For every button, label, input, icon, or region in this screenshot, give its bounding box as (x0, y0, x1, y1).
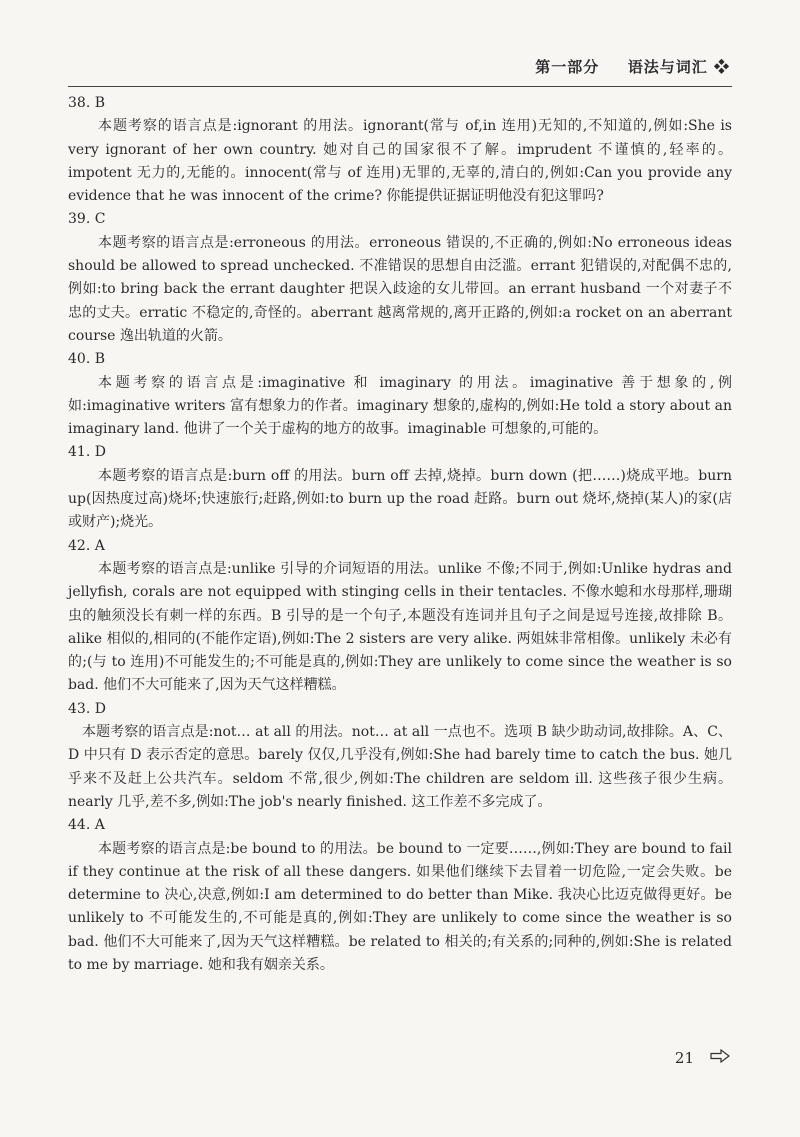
item-44 (68, 814, 732, 977)
explanation-text: 本题考察的语言点是:burn off 的用法。burn off 去掉,烧掉。burn down (把……)烧成平地。burn up(因热度过高)烧坏;快速旅行;赶路,例如:to burn up the road 赶路。burn out 烧坏,烧掉(某人)的家(店或财产);烧光。 (68, 467, 732, 531)
section-label: 第一部分 (535, 58, 600, 76)
section-title: 语法与词汇 (627, 58, 708, 76)
item-38 (68, 92, 732, 208)
item-42 (68, 535, 732, 698)
answer-number: 42. A (68, 537, 105, 554)
answer-number: 38. B (68, 95, 106, 111)
page-number: 21 (674, 1049, 694, 1067)
item-41 (68, 441, 732, 534)
explanation-text: 本题考察的语言点是:not… at all 的用法。not… at all 一点也不。选项 B 缺少助动词,故排除。A、C、D 中只有 D 表示否定的意思。barely 仅仅,几乎没有,例如:She had barely time to catch the bus. 她几乎来不及赶上公共汽车。seldom 不常,很少,例如:The children are seldom ill. 这些孩子很少生病。nearly 几乎,差不多,例如:The job's nearly finished. 这工作差不多完成了。 (68, 724, 732, 810)
explanation-text: 本题考察的语言点是:erroneous 的用法。erroneous 错误的,不正确的,例如:No erroneous ideas should be allowed to spread unchecked. 不准错误的思想自由泛滥。errant 犯错误的,对配偶不忠的,例如:to bring back the errant daughter 把误入歧途的女儿带回。an errant husband 一个对妻子不忠的丈夫。erratic 不稳定的,奇怪的。aberrant 越离常规的,离开正路的,例如:a rocket on an aberrant course 逸出轨道的火箭。 (68, 234, 732, 344)
right-arrow-icon (710, 1049, 730, 1067)
answer-number: 39. C (68, 211, 106, 228)
item-43 (68, 698, 732, 814)
answer-number: 44. A (68, 817, 105, 834)
item-39 (68, 208, 732, 348)
header-divider (68, 86, 732, 87)
page-header (535, 56, 730, 77)
answer-number: 40. B (68, 351, 106, 368)
answer-number: 41. D (68, 444, 106, 461)
page-footer (675, 1049, 730, 1067)
explanation-text: 本题考察的语言点是:be bound to 的用法。be bound to 一定要……,例如:They are bound to fail if they continue at the risk of all these dangers. 如果他们继续下去冒着一切危险,一定会失败。be determine to 决心,决意,例如:I am determined to do better than Mike. 我决心比迈克做得更好。be unlikely to 不可能发生的,不可能是真的,例如:They are unlikely to come since the weather is so bad. 他们不大可能来了,因为天气这样糟糕。be related to 相关的;有关系的;同种的,例如:She is related to me by marriage. 她和我有姻亲关系。 (68, 840, 732, 973)
explanation-text: 本题考察的语言点是:ignorant 的用法。ignorant(常与 of,in 连用)无知的,不知道的,例如:She is very ignorant of her own country. 她对自己的国家很不了解。imprudent 不谨慎的,轻率的。impotent 无力的,无能的。innocent(常与 of 连用)无罪的,无辜的,清白的,例如:Can you provide any evidence that he was innocent of the crime? 你能提供证据证明他没有犯这罪吗? (68, 118, 732, 205)
answer-number: 43. D (68, 700, 106, 717)
answer-explanations (68, 92, 732, 977)
ornament-icon: ❖ (713, 58, 730, 76)
explanation-text: 本题考察的语言点是:imaginative 和 imaginary 的用法。imaginative 善于想象的,例如:imaginative writers 富有想象力的作者。imaginary 想象的,虚构的,例如:He told a story about an imaginary land. 他讲了一个关于虚构的地方的故事。imaginable 可想象的,可能的。 (68, 374, 732, 438)
explanation-text: 本题考察的语言点是:unlike 引导的介词短语的用法。unlike 不像;不同于,例如:Unlike hydras and jellyfish, corals are not equipped with stinging cells in their tentacles. 不像水螅和水母那样,珊瑚虫的触须没长有刺一样的东西。B 引导的是一个句子,本题没有连词并且句子之间是逗号连接,故排除 B。alike 相似的,相同的(不能作定语),例如:The 2 sisters are very alike. 两姐妹非常相像。unlikely 未必有的;(与 to 连用)不可能发生的;不可能是真的,例如:They are unlikely to come since the weather is so bad. 他们不大可能来了,因为天气这样糟糕。 (68, 560, 732, 694)
item-40 (68, 348, 732, 441)
